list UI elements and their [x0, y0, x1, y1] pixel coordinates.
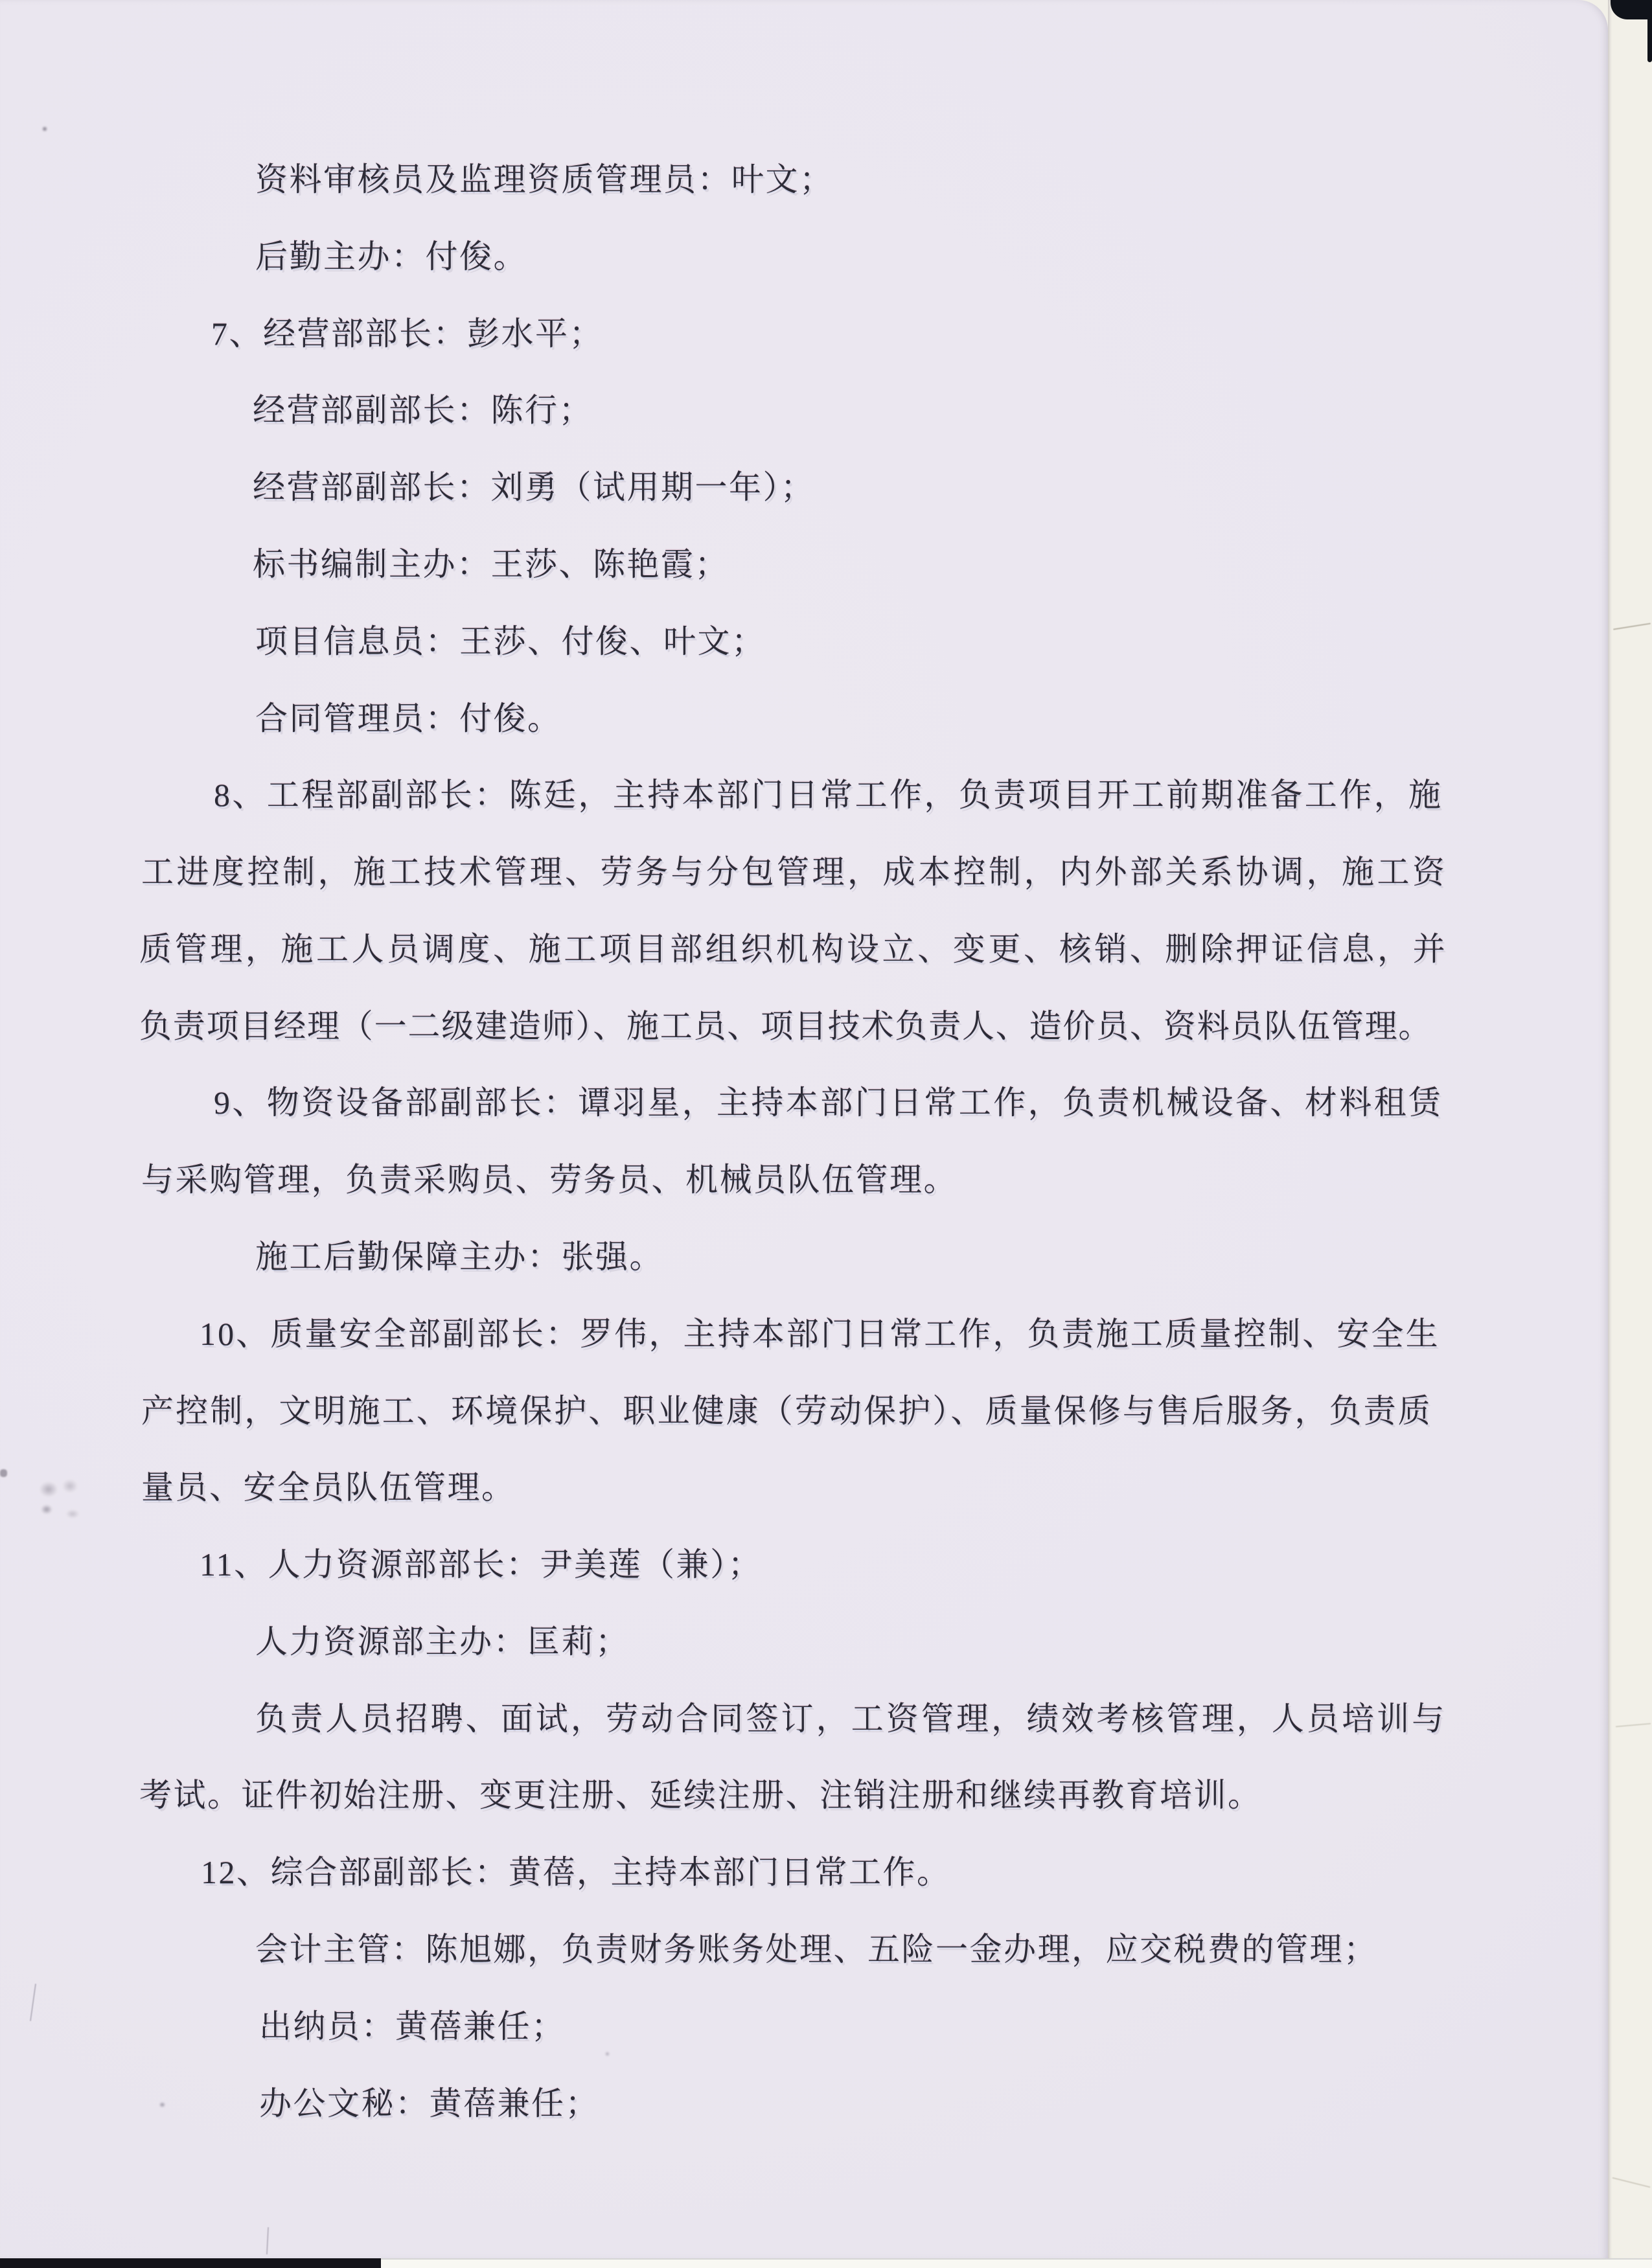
smudge-mark: [0, 1469, 7, 1477]
doc-line-1: 后勤主办：付俊。: [255, 238, 527, 275]
smudge-mark: [36, 1479, 61, 1500]
doc-line-25: 办公文秘：黄蓓兼任；: [259, 2085, 599, 2122]
doc-line-22: 12、综合部副部长：黄蓓，主持本部门日常工作。: [201, 1854, 951, 1890]
doc-line-20: 负责人员招聘、面试，劳动合同签订，工资管理，绩效考核管理，人员培训与: [255, 1701, 1447, 1737]
speck: [43, 127, 47, 131]
bottom-scan-strip: [0, 2258, 1652, 2268]
scanner-edge: [1647, 0, 1652, 62]
doc-line-14: 施工后勤保障主办：张强。: [255, 1239, 663, 1275]
doc-line-6: 项目信息员：王莎、付俊、叶文；: [255, 623, 766, 659]
doc-line-0: 资料审核员及监理资质管理员：叶文；: [255, 161, 834, 198]
smudge-mark: [63, 1508, 82, 1520]
doc-line-8: 8、工程部副部长：陈廷，主持本部门日常工作，负责项目开工前期准备工作，施: [214, 777, 1443, 813]
speck: [606, 2052, 609, 2056]
doc-line-21: 考试。证件初始注册、变更注册、延续注册、注销注册和继续再教育培训。: [139, 1777, 1262, 1813]
doc-line-17: 量员、安全员队伍管理。: [141, 1469, 516, 1506]
smudge-mark: [39, 1503, 54, 1516]
scratch-mark: [30, 1984, 36, 2021]
doc-line-10: 质管理，施工人员调度、施工项目部组织机构设立、变更、核销、删除押证信息，并: [139, 931, 1449, 967]
doc-line-24: 出纳员：黄蓓兼任；: [259, 2008, 566, 2045]
backing-paper-strip: [1608, 0, 1652, 2260]
doc-line-9: 工进度控制，施工技术管理、劳务与分包管理，成本控制，内外部关系协调，施工资: [141, 854, 1448, 890]
doc-line-19: 人力资源部主办：匡莉；: [255, 1623, 630, 1660]
doc-line-5: 标书编制主办：王莎、陈艳霞；: [253, 546, 729, 582]
doc-line-18: 11、人力资源部部长：尹美莲（兼）；: [200, 1546, 763, 1583]
speck: [160, 2103, 165, 2107]
doc-line-2: 7、经营部部长：彭水平；: [211, 315, 603, 352]
smudge-mark: [60, 1477, 80, 1495]
doc-line-15: 10、质量安全部副部长：罗伟，主持本部门日常工作，负责施工质量控制、安全生: [200, 1316, 1440, 1352]
doc-line-11: 负责项目经理（一二级建造师）、施工员、项目技术负责人、造价员、资料员队伍管理。: [139, 1008, 1432, 1044]
doc-line-16: 产控制，文明施工、环境保护、职业健康（劳动保护）、质量保修与售后服务，负责质: [141, 1393, 1432, 1429]
scratch-mark: [266, 2227, 269, 2254]
doc-line-4: 经营部副部长：刘勇（试用期一年）；: [253, 469, 815, 505]
scanner-shadow: [0, 2258, 381, 2268]
doc-line-23: 会计主管：陈旭娜，负责财务账务处理、五险一金办理，应交税费的管理；: [255, 1931, 1378, 1967]
doc-line-12: 9、物资设备部副部长：谭羽星，主持本部门日常工作，负责机械设备、材料租赁: [214, 1084, 1443, 1121]
doc-line-13: 与采购管理，负责采购员、劳务员、机械员队伍管理。: [141, 1162, 958, 1198]
doc-line-3: 经营部副部长：陈行；: [253, 392, 593, 428]
doc-line-7: 合同管理员：付俊。: [255, 700, 562, 737]
